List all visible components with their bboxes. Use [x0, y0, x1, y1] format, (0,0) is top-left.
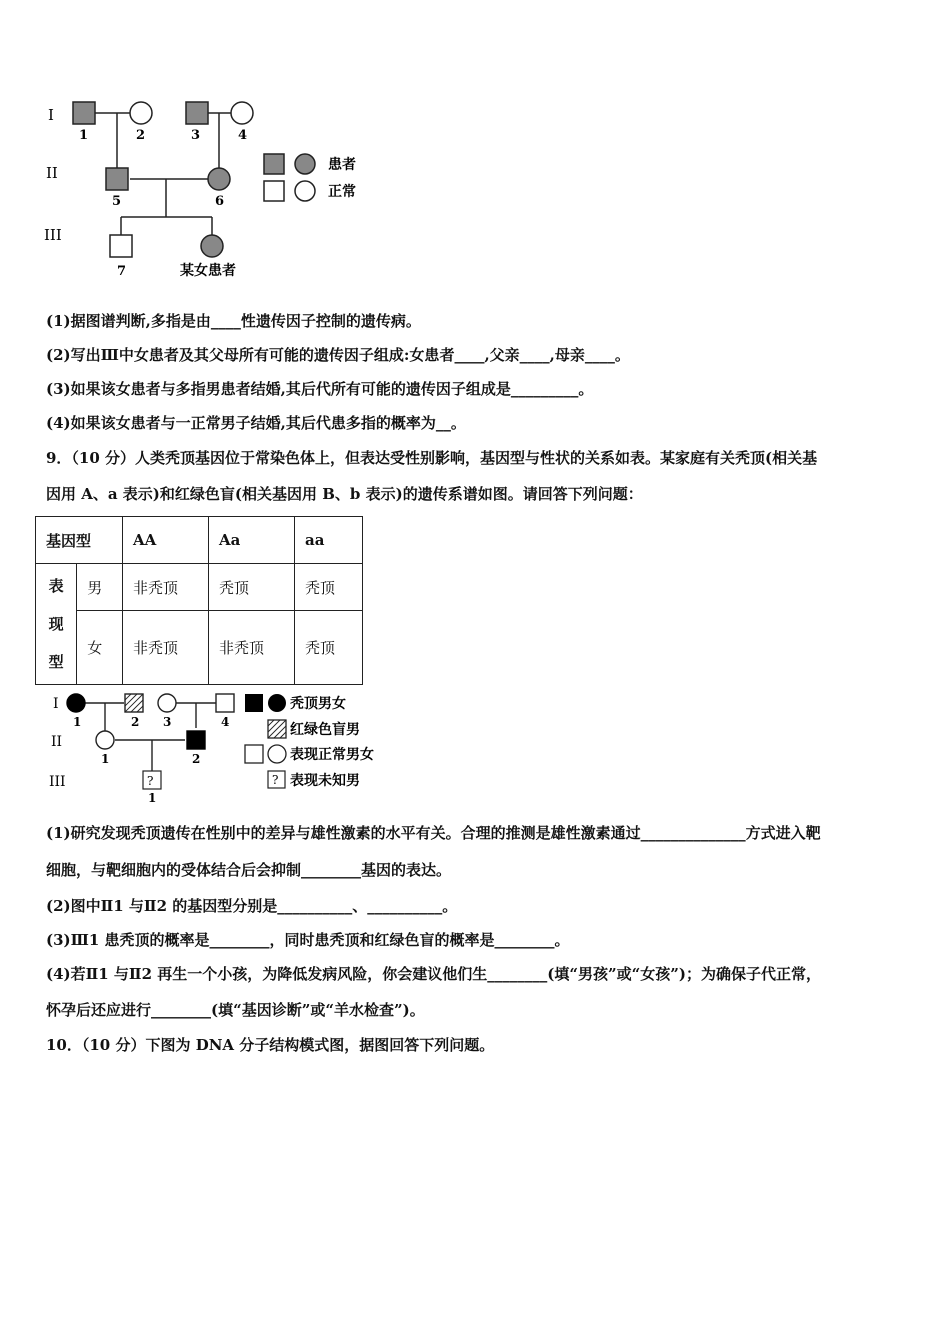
ped1-affected-male: [186, 102, 208, 124]
legend-normal-male: [264, 181, 284, 201]
ped1-proband-label: 某女患者: [180, 263, 236, 279]
ped2-id: 1: [73, 715, 82, 729]
ped2-id: 3: [163, 715, 172, 729]
ped1-affected-male: [73, 102, 95, 124]
ped1-normal-female: [130, 102, 152, 124]
ped2-id: 4: [221, 715, 230, 729]
ped1-id: 3: [191, 128, 201, 143]
q9-part-2: (2)图中Ⅱ1 与Ⅱ2 的基因型分别是__________、__________。: [46, 897, 458, 915]
ped1-normal-female: [231, 102, 253, 124]
table-side-char: 现: [48, 615, 64, 633]
ped2-gen-label: III: [49, 774, 66, 790]
legend-normal-male: [245, 745, 263, 763]
legend-normal-female: [295, 181, 315, 201]
ped2-id: 2: [192, 752, 201, 766]
q9-part-4-line-2: 怀孕后还应进行________(填“基因诊断”或“羊水检查”)。: [46, 1001, 425, 1019]
ped1-affected-female: [201, 235, 223, 257]
q9-part-3: (3)Ⅲ1 患秃顶的概率是________，同时患秃顶和红绿色盲的概率是________。: [46, 931, 570, 949]
table-cell: 非秃顶: [209, 611, 295, 685]
ped1-id: 5: [112, 194, 122, 209]
ped2-bald-male: [187, 731, 205, 749]
ped1-affected-female: [208, 168, 230, 190]
ped1-id: 4: [238, 128, 248, 143]
table-cell: 秃顶: [295, 611, 363, 685]
q9-intro-line-2: 因用 A、a 表示)和红绿色盲(相关基因用 B、b 表示)的遗传系谱如图。请回答下列问题：: [46, 485, 643, 503]
genotype-phenotype-table: [35, 516, 363, 685]
ped2-gen-label: I: [53, 696, 59, 712]
legend-normal-female: [268, 745, 286, 763]
table-header-Aa: Aa: [209, 517, 295, 564]
legend-unknown-label: 表现未知男: [290, 773, 360, 789]
table-header-aa: aa: [295, 517, 363, 564]
ped1-affected-male: [106, 168, 128, 190]
q10-intro: 10．（10 分）下图为 DNA 分子结构模式图，据图回答下列问题。: [46, 1036, 495, 1054]
ped2-id: 1: [101, 752, 110, 766]
legend-affected-female: [295, 154, 315, 174]
ped1-gen-label: I: [48, 106, 54, 124]
legend-bald-label: 秃顶男女: [290, 696, 346, 712]
q9-part-1-line-2: 细胞，与靶细胞内的受体结合后会抑制________基因的表达。: [46, 861, 452, 879]
q8-part-3: (3)如果该女患者与多指男患者结婚,其后代所有可能的遗传因子组成是_________。: [46, 380, 594, 398]
legend-bald-male: [245, 694, 263, 712]
ped1-normal-male: [110, 235, 132, 257]
legend-affected-label: 患者: [328, 157, 356, 173]
legend-affected-male: [264, 154, 284, 174]
table-cell: 非秃顶: [123, 611, 209, 685]
table-side-char: 表: [48, 577, 64, 595]
table-phenotype-label: [36, 564, 77, 685]
q8-part-2: (2)写出Ⅲ中女患者及其父母所有可能的遗传因子组成:女患者____,父亲____,母亲____。: [46, 346, 630, 364]
ped2-gen-label: II: [51, 734, 63, 750]
legend-colorblind-label: 红绿色盲男: [290, 722, 360, 738]
ped1-id: 1: [79, 128, 89, 143]
legend-normal-label: 正常: [328, 184, 356, 200]
legend-normal-label: 表现正常男女: [290, 747, 374, 763]
table-male-label: 男: [77, 564, 123, 611]
ped1-gen-label: III: [44, 226, 62, 244]
table-cell: 非秃顶: [123, 564, 209, 611]
ped1-id: 6: [215, 194, 225, 209]
ped2-bald-female: [67, 694, 85, 712]
q9-intro-line-1: 9．（10 分）人类秃顶基因位于常染色体上，但表达受性别影响，基因型与性状的关系如表。某家庭有关秃顶(相关基: [46, 449, 818, 467]
ped2-normal-male: [216, 694, 234, 712]
ped2-normal-female: [158, 694, 176, 712]
table-cell: 秃顶: [209, 564, 295, 611]
q9-part-4-line-1: (4)若Ⅱ1 与Ⅱ2 再生一个小孩，为降低发病风险，你会建议他们生________(填“男孩”或“女孩”)；为确保子代正常，: [46, 965, 821, 983]
table-header-AA: AA: [123, 517, 209, 564]
q8-part-4: (4)如果该女患者与一正常男子结婚,其后代患多指的概率为__。: [46, 414, 466, 432]
ped2-unknown-mark: ?: [147, 774, 154, 788]
ped2-id: 2: [131, 715, 140, 729]
ped2-normal-female: [96, 731, 114, 749]
legend-bald-female: [268, 694, 286, 712]
table-cell: 秃顶: [295, 564, 363, 611]
legend-unknown-mark: ?: [272, 773, 279, 787]
ped1-id: 7: [117, 264, 127, 279]
ped1-gen-label: II: [46, 164, 58, 182]
table-side-char: 型: [48, 653, 64, 671]
ped1-id: 2: [136, 128, 146, 143]
ped2-id: 1: [148, 791, 157, 805]
q8-part-1: (1)据图谱判断,多指是由____性遗传因子控制的遗传病。: [46, 312, 421, 330]
q9-part-1-line-1: (1)研究发现秃顶遗传在性别中的差异与雄性激素的水平有关。合理的推测是雄性激素通过______________方式进入靶: [46, 824, 821, 842]
pedigree-figure-1: [40, 95, 370, 285]
table-header-genotype: 基因型: [36, 517, 123, 564]
pedigree-figure-2: [45, 688, 395, 810]
table-female-label: 女: [77, 611, 123, 685]
